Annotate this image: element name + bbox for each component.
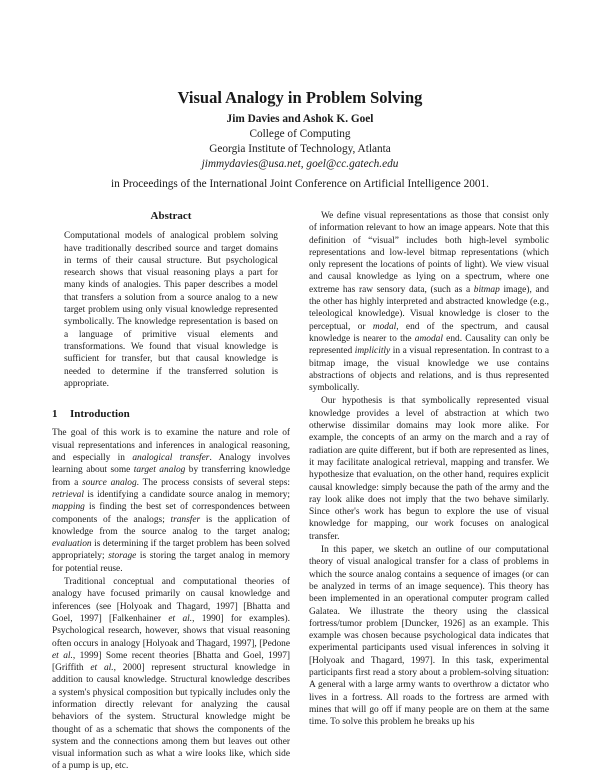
- paper-title: Visual Analogy in Problem Solving: [177, 88, 423, 107]
- section-number: 1: [52, 408, 58, 421]
- intro-paragraph-2: Traditional conceptual and computational theories of analogy have focused primarily on causal knowledge and inferences (see [Holyoak and Thagard, 1997] [Bhatta and Goel, 1997] [Falkenhainer et al., 1990] for examples). Psychological research, however, shows that visual reasoning often occurs in analogy [Holyoak and Thagard, 1997], [Pedone et al., 1999] Some recent theories [Bhatta and Goel, 1997] [Griffith et al., 2000] represent structural knowledge in addition to causal knowledge. Structural knowledge describes a system's physical composition but typically includes only the information directly relevant for analyzing the causal behaviors of the system. Structural knowledge might be thought of as a schematic that shows the components of the system and the connections among them but leaves out other visual information such as what a wire looks like, which side of a pump is up, etc.: [52, 577, 291, 772]
- intro-paragraph-1: The goal of this work is to examine the nature and role of visual representations and inferences in analogical reasoning, and especially in analogical transfer. Analogy involves learning about some target analog by transferring knowledge from a source analog. The process consists of several steps: retrieval is identifying a candidate source analog in memory; mapping is finding the best set of correspondences between components of the analogs; transfer is the application of knowledge from the source analog to the target analog; evaluation is determining if the target problem has been solved appropriately; storage is storing the target analog in memory for potential reuse.: [52, 428, 290, 574]
- right-column: [309, 210, 549, 728]
- section-title: Introduction: [70, 408, 130, 421]
- intro-paragraph-4: Our hypothesis is that symbolically represented visual knowledge provides a level of abstraction at which two otherwise dissimilar domains may look more alike. For example, the concepts of an army on the march and a ray of radiation are quite different, but if both are represented as lines, it may facilitate analogical retrieval, mapping and transfer. We hypothesize that evaluation, on the other hand, requires explicit causal knowledge: simply because the path of the army and the ray look alike does not imply that the two behave similarly. Since other's work has begun to explore the use of visual knowledge for mapping, our work focuses on analogical transfer.: [309, 396, 549, 542]
- author-emails: jimmydavies@usa.net, goel@cc.gatech.edu: [201, 158, 399, 170]
- left-column: [52, 210, 290, 773]
- intro-paragraph-3: We define visual representations as those that consist only of information relevant to how an image appears. Note that this definition of “visual” includes both high-level symbolic representations and low-level bitmap representations (which only represent the locations of points of light). We view visual and causal knowledge as lying on a spectrum, where one extreme has raw sensory data, (such as a bitmap image), and the other has highly interpreted and abstracted knowledge (e.g., teleological knowledge). Visual knowledge is closer to the perceptual, or modal, end of the spectrum, and causal knowledge is nearer to the amodal end. Causality can only be represented implicitly in a visual representation. In contrast to a bitmap image, the visual knowledge we use contains abstractions of objects and relations, and is thus represented symbolically.: [309, 211, 549, 394]
- author-block: [0, 112, 600, 172]
- abstract-text: Computational models of analogical problem solving have traditionally described source and target domains in terms of their causal structure. But psychological research shows that visual reasoning plays a part for many kinds of analogies. This paper describes a model that transfers a solution from a source analog to a new target problem using only visual knowledge represented symbolically. The knowledge representation is based on a language of primitive visual elements and transformations. We found that visual knowledge is sufficient for transfer, but that causal knowledge is needed to determine if the transferred solution is appropriate.: [64, 231, 278, 389]
- affiliation-college: College of Computing: [249, 128, 351, 140]
- intro-paragraph-5: In this paper, we sketch an outline of our computational theory of visual analogical transfer for a class of problems in which the source analog contains a sequence of images (or can be analyzed in terms of an image sequence). This theory has been implemented in an operational computer program called Galatea. We illustrate the theory using the classical fortress/tumor problem [Duncker, 1926] as an example. This example was chosen because psychological data indicates that experimental participants used visual inferences in solving it [Holyoak and Thagard, 1997]. In this task, experimental participants first read a story about a problem-solving situation: A general with a large army wants to overthrow a dictator who lives in a fortress. All roads to the fortress are armed with mines that will go off if many people are on them at the same time. To solve this problem he breaks up his: [309, 545, 549, 728]
- author-names: Jim Davies and Ashok K. Goel: [226, 113, 374, 125]
- affiliation-institute: Georgia Institute of Technology, Atlanta: [209, 143, 391, 155]
- section-heading-introduction: [52, 408, 290, 420]
- abstract-heading: Abstract: [150, 210, 192, 222]
- proceedings-note: in Proceedings of the International Joint Conference on Artificial Intelligence 2001.: [110, 178, 489, 190]
